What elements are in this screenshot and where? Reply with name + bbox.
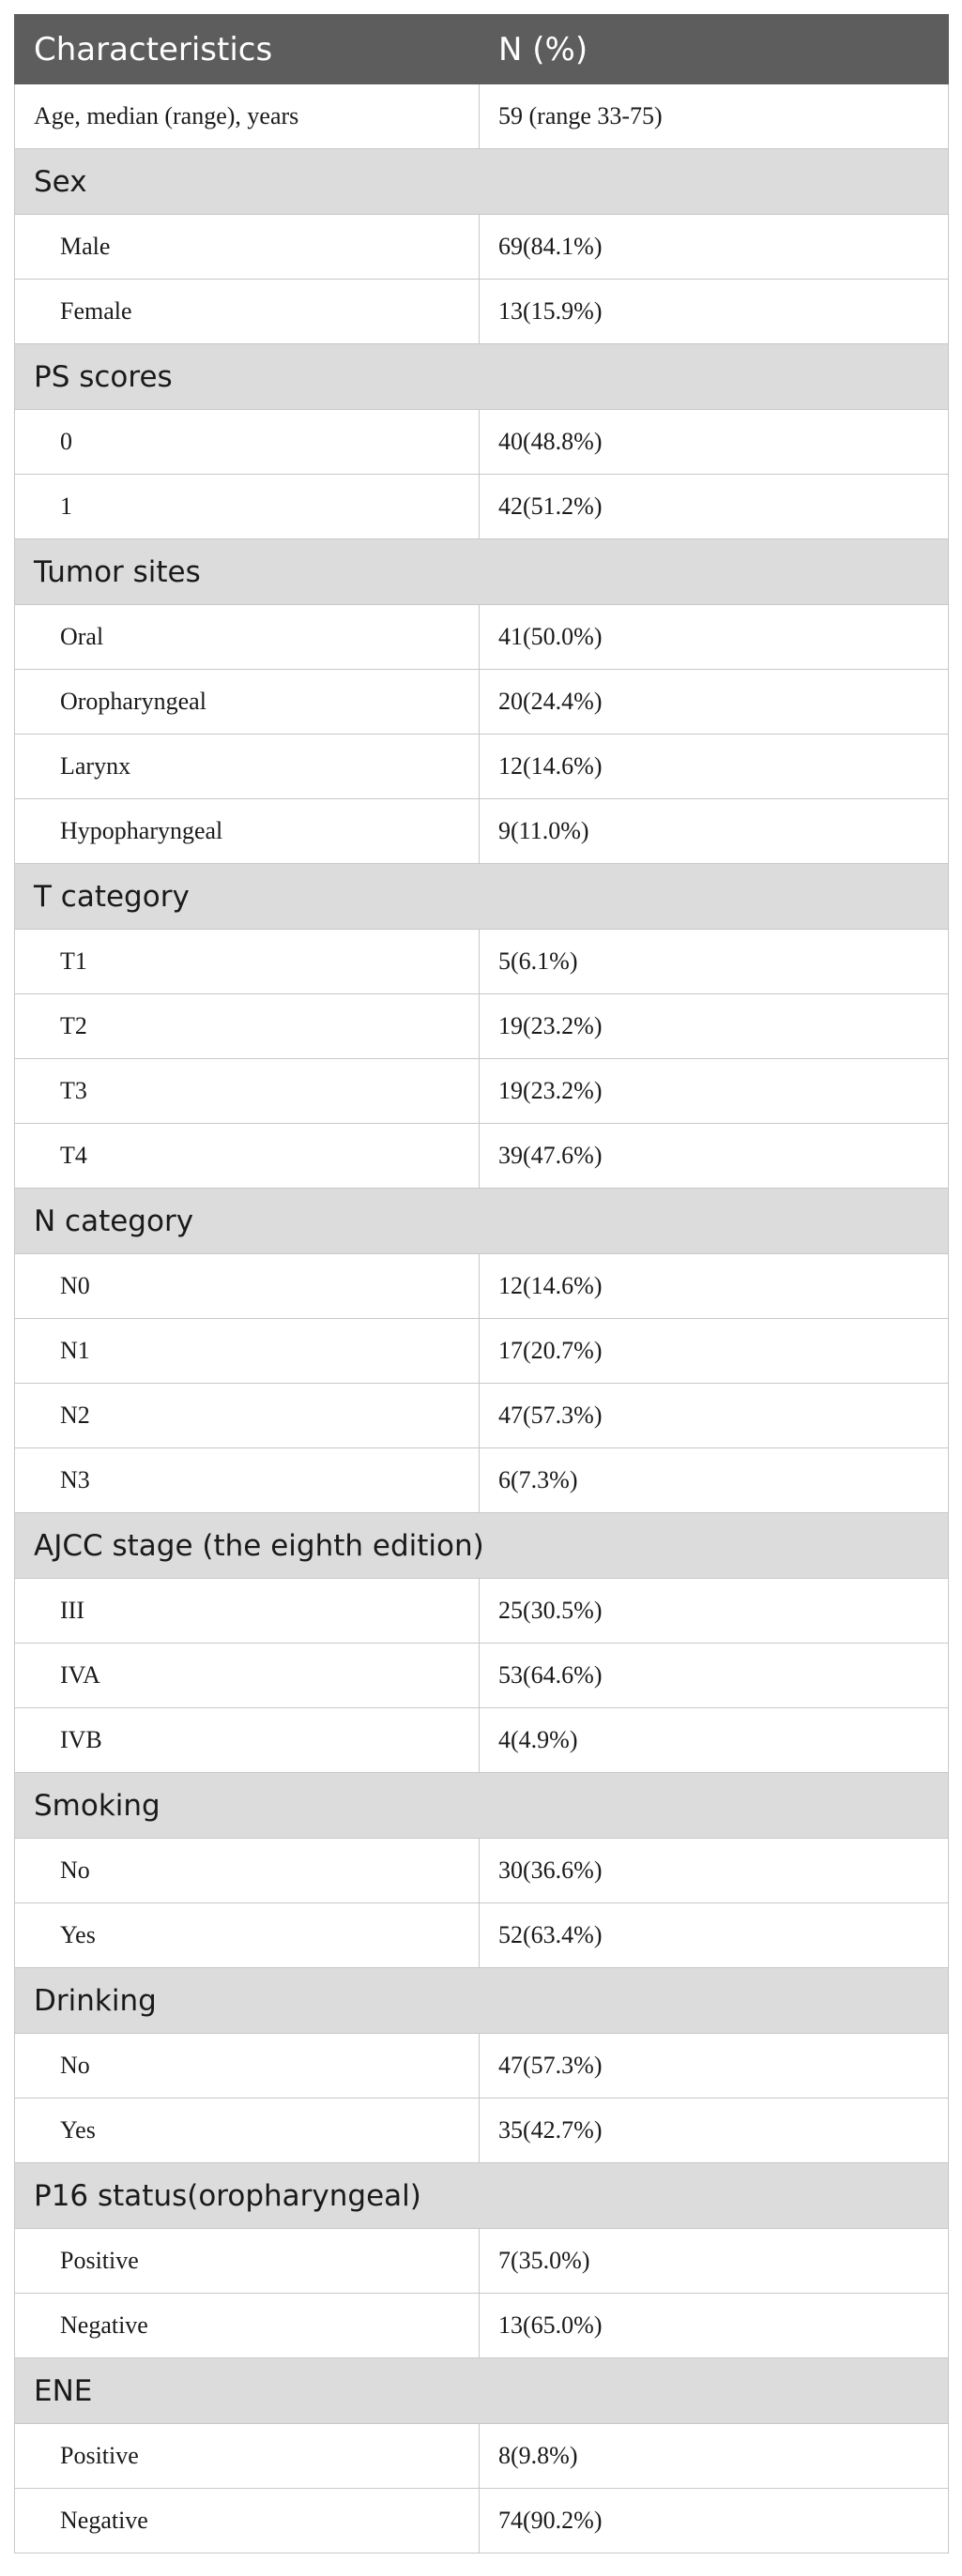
table-row: [15, 1644, 949, 1708]
category-title: T category: [15, 864, 949, 930]
age-value: 59 (range 33-75): [480, 84, 949, 149]
row-value: 53(64.6%): [480, 1644, 949, 1708]
table-row: [15, 1903, 949, 1968]
table-row: [15, 1839, 949, 1903]
table-row: [15, 1124, 949, 1189]
table-row: [15, 280, 949, 344]
row-value: 5(6.1%): [480, 930, 949, 994]
row-value: 35(42.7%): [480, 2099, 949, 2163]
row-value: 41(50.0%): [480, 605, 949, 670]
row-value: 42(51.2%): [480, 475, 949, 539]
row-label: T4: [15, 1124, 480, 1189]
row-label: T1: [15, 930, 480, 994]
category-title: Smoking: [15, 1773, 949, 1839]
category-row: [15, 1773, 949, 1839]
category-row: [15, 149, 949, 215]
category-row: [15, 2163, 949, 2229]
category-title: ENE: [15, 2358, 949, 2424]
row-label: N2: [15, 1384, 480, 1448]
row-label: Yes: [15, 2099, 480, 2163]
age-label: Age, median (range), years: [15, 84, 480, 149]
row-value: 25(30.5%): [480, 1579, 949, 1644]
table-row: [15, 1384, 949, 1448]
characteristics-table-container: [14, 14, 948, 2553]
table-row: [15, 1448, 949, 1513]
category-title: N category: [15, 1189, 949, 1254]
table-row: [15, 670, 949, 735]
table-row: [15, 2034, 949, 2099]
row-value: 74(90.2%): [480, 2489, 949, 2553]
category-title: PS scores: [15, 344, 949, 410]
category-title: Sex: [15, 149, 949, 215]
header-characteristics: Characteristics: [15, 15, 480, 84]
table-header: [15, 15, 949, 84]
table-row: [15, 1254, 949, 1319]
category-title: AJCC stage (the eighth edition): [15, 1513, 949, 1579]
row-value: 17(20.7%): [480, 1319, 949, 1384]
row-value: 12(14.6%): [480, 735, 949, 799]
table-row: [15, 735, 949, 799]
table-row: [15, 2489, 949, 2553]
row-value: 39(47.6%): [480, 1124, 949, 1189]
row-label: Yes: [15, 1903, 480, 1968]
category-row: [15, 344, 949, 410]
table-row: [15, 2424, 949, 2489]
row-label: Female: [15, 280, 480, 344]
age-row: [15, 84, 949, 149]
row-label: III: [15, 1579, 480, 1644]
row-label: Negative: [15, 2294, 480, 2358]
table-row: [15, 1059, 949, 1124]
row-value: 69(84.1%): [480, 215, 949, 280]
table-row: [15, 1319, 949, 1384]
characteristics-table: [14, 14, 949, 2553]
row-label: Oropharyngeal: [15, 670, 480, 735]
row-value: 13(65.0%): [480, 2294, 949, 2358]
row-label: No: [15, 2034, 480, 2099]
table-row: [15, 994, 949, 1059]
category-title: Tumor sites: [15, 539, 949, 605]
category-title: Drinking: [15, 1968, 949, 2034]
row-value: 40(48.8%): [480, 410, 949, 475]
row-label: T3: [15, 1059, 480, 1124]
table-row: [15, 2229, 949, 2294]
row-label: 0: [15, 410, 480, 475]
table-row: [15, 215, 949, 280]
row-label: Positive: [15, 2229, 480, 2294]
row-label: Hypopharyngeal: [15, 799, 480, 864]
row-label: IVA: [15, 1644, 480, 1708]
table-row: [15, 475, 949, 539]
category-row: [15, 2358, 949, 2424]
row-label: Oral: [15, 605, 480, 670]
row-label: Larynx: [15, 735, 480, 799]
row-value: 47(57.3%): [480, 2034, 949, 2099]
category-row: [15, 1968, 949, 2034]
row-value: 19(23.2%): [480, 994, 949, 1059]
header-row: [15, 15, 949, 84]
header-n-percent: N (%): [480, 15, 949, 84]
table-row: [15, 799, 949, 864]
row-label: IVB: [15, 1708, 480, 1773]
row-label: Negative: [15, 2489, 480, 2553]
table-body: [15, 84, 949, 2553]
row-value: 13(15.9%): [480, 280, 949, 344]
table-row: [15, 410, 949, 475]
row-label: No: [15, 1839, 480, 1903]
row-value: 6(7.3%): [480, 1448, 949, 1513]
row-label: N1: [15, 1319, 480, 1384]
row-label: N0: [15, 1254, 480, 1319]
table-row: [15, 605, 949, 670]
row-label: Positive: [15, 2424, 480, 2489]
category-row: [15, 1189, 949, 1254]
table-row: [15, 2294, 949, 2358]
row-value: 47(57.3%): [480, 1384, 949, 1448]
category-row: [15, 539, 949, 605]
category-title: P16 status(oropharyngeal): [15, 2163, 949, 2229]
category-row: [15, 1513, 949, 1579]
row-value: 30(36.6%): [480, 1839, 949, 1903]
category-row: [15, 864, 949, 930]
table-row: [15, 2099, 949, 2163]
row-label: N3: [15, 1448, 480, 1513]
row-value: 7(35.0%): [480, 2229, 949, 2294]
row-value: 4(4.9%): [480, 1708, 949, 1773]
table-row: [15, 930, 949, 994]
row-value: 8(9.8%): [480, 2424, 949, 2489]
row-label: T2: [15, 994, 480, 1059]
table-row: [15, 1579, 949, 1644]
row-value: 20(24.4%): [480, 670, 949, 735]
row-value: 19(23.2%): [480, 1059, 949, 1124]
row-value: 52(63.4%): [480, 1903, 949, 1968]
row-label: 1: [15, 475, 480, 539]
row-label: Male: [15, 215, 480, 280]
row-value: 9(11.0%): [480, 799, 949, 864]
row-value: 12(14.6%): [480, 1254, 949, 1319]
table-row: [15, 1708, 949, 1773]
